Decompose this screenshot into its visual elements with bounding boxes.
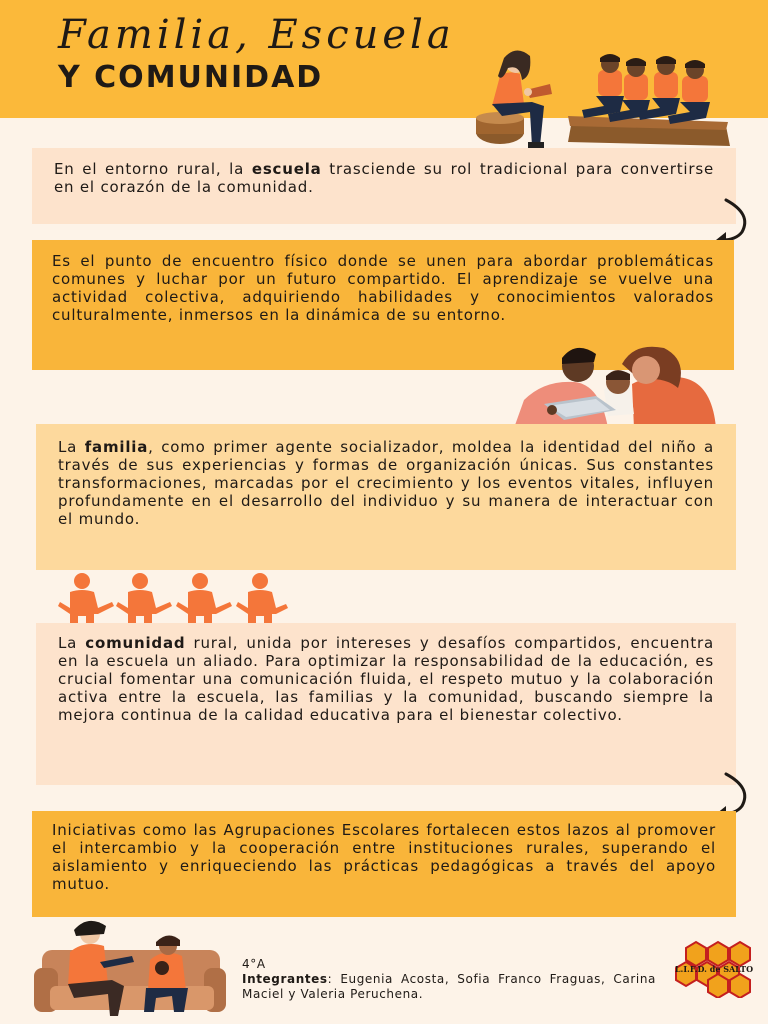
familia-box [36, 424, 736, 570]
title-script: Familia, Escuela [58, 12, 455, 58]
family-reading-illustration [504, 344, 718, 428]
integrantes-names: : Eugenia Acosta, Sofia Franco Fraguas, Carina Maciel y Valeria Peruchena. [242, 972, 656, 1001]
institution-logo [672, 940, 756, 998]
familia-text: La familia, como primer agente socializador, moldea la identidad del niño a través de sus experiencias y formas de organización únicas. Sus constantes transformaciones, marcadas por el crecimiento y los eventos vitales, influyen profundamente en el desarrollo del individuo y su manera de interactuar con el mundo. [58, 438, 715, 528]
comunidad-text: La comunidad rural, unida por intereses y desafíos compartidos, encuentra en la escuela un aliado. Para optimizar la responsabilidad de la educación, es crucial fomentar una comunicación fluida, el respeto mutuo y la colaboración activa entre la escuela, las familias y la comunidad, buscando siempre la mejora continua de la calidad educativa para el bienestar colectivo. [58, 634, 715, 724]
mother-child-sofa-illustration [34, 916, 226, 1022]
logo-text: L.I.F.D. de SALTO [674, 964, 754, 974]
comunidad-box [36, 623, 736, 785]
intro-escuela-box [32, 148, 736, 224]
keyword-comunidad: comunidad [85, 634, 186, 652]
keyword-escuela: escuela [251, 160, 322, 178]
footer-credits [242, 957, 656, 1002]
agrupaciones-text: Iniciativas como las Agrupaciones Escolares fortalecen estos lazos al promover el intercambio y la cooperación entre instituciones rurales, superando el aislamiento y enriqueciendo las prácticas pedagógicas a través del apoyo mutuo. [52, 821, 716, 893]
grade-label: 4°A [242, 957, 266, 971]
integrantes-label: Integrantes [242, 972, 328, 986]
punto-encuentro-text: Es el punto de encuentro físico donde se unen para abordar problemáticas comunes y luchar por un futuro compartido. El aprendizaje se vuelve una actividad colectiva, adquiriendo habilidades y conocimientos valorados culturalmente, inmersos en la dinámica de su entorno. [52, 252, 714, 324]
intro-escuela-text: En el entorno rural, la escuela trasciende su rol tradicional para convertirse en el corazón de la comunidad. [54, 160, 714, 196]
teacher-reading-illustration [472, 46, 572, 150]
agrupaciones-box [32, 811, 736, 917]
seated-children-illustration [566, 52, 734, 148]
integrantes-text [242, 972, 656, 1002]
title-main: Y COMUNIDAD [58, 60, 324, 95]
keyword-familia: familia [84, 438, 149, 456]
